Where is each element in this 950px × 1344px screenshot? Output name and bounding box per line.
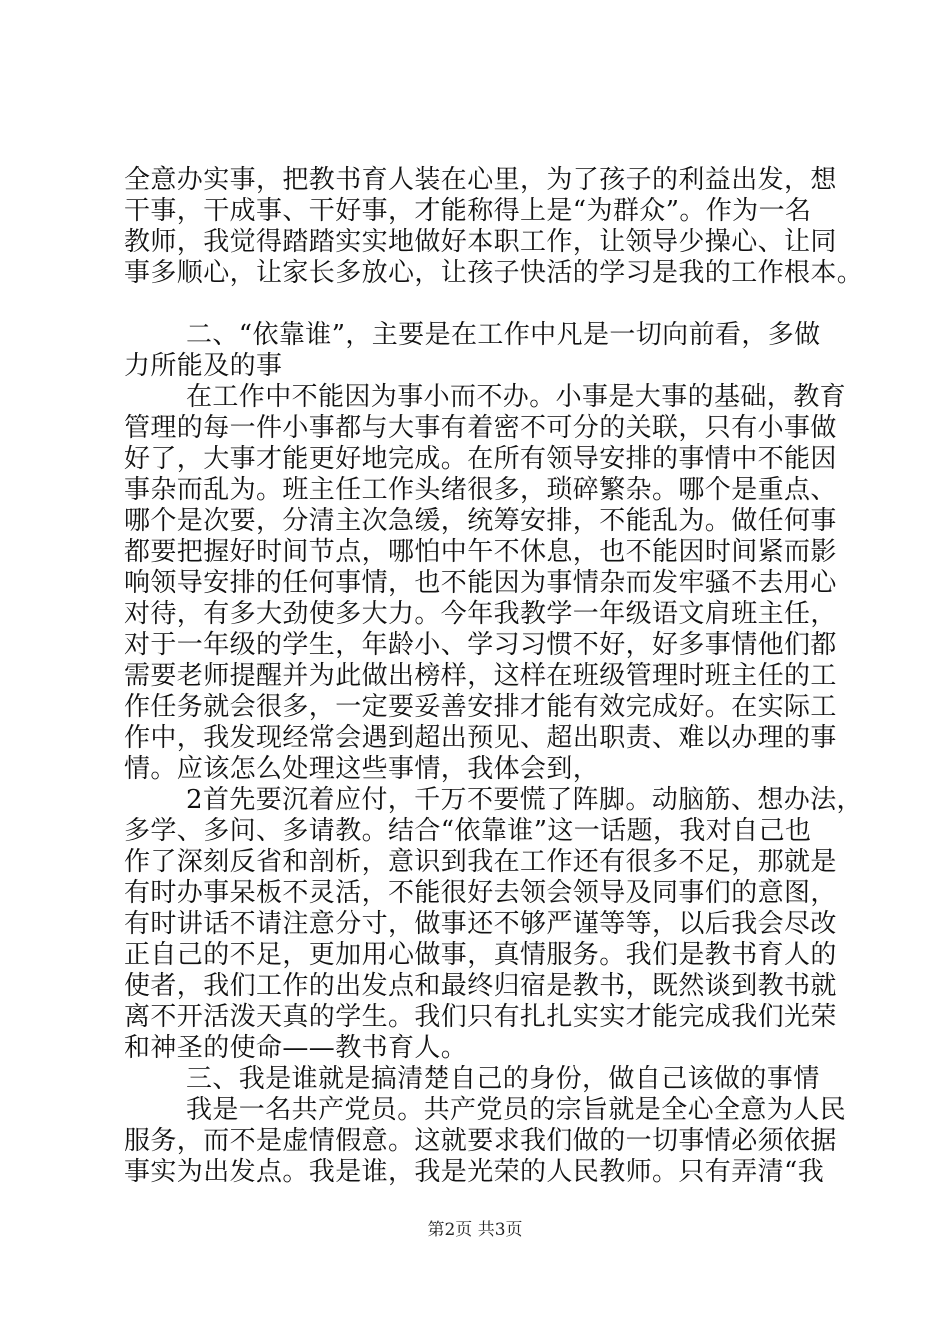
text-line: 服务，而不是虚情假意。这就要求我们做的一切事情必须依据 — [124, 1126, 837, 1156]
text-line: 情。应该怎么处理这些事情，我体会到， — [124, 754, 600, 784]
text-line: 作中，我发现经常会遇到超出预见、超出职责、难以办理的事 — [124, 723, 837, 753]
page-footer: 第2页 共3页 — [427, 1220, 523, 1240]
text-line: 离不开活泼天真的学生。我们只有扎扎实实才能完成我们光荣 — [124, 1002, 837, 1032]
text-line: 干事，干成事、干好事，才能称得上是“为群众”。作为一名 — [124, 196, 812, 226]
text-line: 事实为出发点。我是谁，我是光荣的人民教师。只有弄清“我 — [124, 1157, 825, 1187]
text-line: 需要老师提醒并为此做出榜样，这样在班级管理时班主任的工 — [124, 661, 837, 691]
blank-line — [124, 289, 844, 320]
text-line: 和神圣的使命——教书育人。 — [124, 1033, 468, 1063]
text-line: 响领导安排的任何事情，也不能因为事情杂而发牢骚不去用心 — [124, 568, 837, 598]
paragraph-first-line: 我是一名共产党员。共产党员的宗旨就是全心全意为人民 — [186, 1095, 847, 1125]
text-line: 全意办实事，把教书育人装在心里，为了孩子的利益出发，想 — [124, 165, 837, 195]
text-line: 好了，大事才能更好地完成。在所有领导安排的事情中不能因 — [124, 444, 837, 474]
text-line: 多学、多问、多请教。结合“依靠谁”这一话题，我对自己也 — [124, 816, 812, 846]
text-line: 哪个是次要，分清主次急缓，统筹安排，不能乱为。做任何事 — [124, 506, 837, 536]
text-line: 管理的每一件小事都与大事有着密不可分的关联，只有小事做 — [124, 413, 837, 443]
text-line: 作了深刻反省和剖析，意识到我在工作还有很多不足，那就是 — [124, 847, 837, 877]
text-line: 有时办事呆板不灵活，不能很好去领会领导及同事们的意图， — [124, 878, 837, 908]
text-line: 对待，有多大劲使多大力。今年我教学一年级语文肩班主任， — [124, 599, 837, 629]
document-body — [124, 165, 864, 1188]
text-line: 作任务就会很多，一定要妥善安排才能有效完成好。在实际工 — [124, 692, 837, 722]
paragraph-first-line: 三、我是谁就是搞清楚自己的身份，做自己该做的事情 — [186, 1064, 820, 1094]
text-line: 事杂而乱为。班主任工作头绪很多，琐碎繁杂。哪个是重点、 — [124, 475, 837, 505]
text-line: 都要把握好时间节点，哪怕中午不休息，也不能因时间紧而影 — [124, 537, 837, 567]
text-line: 正自己的不足，更加用心做事，真情服务。我们是教书育人的 — [124, 940, 837, 970]
text-line: 事多顺心，让家长多放心，让孩子快活的学习是我的工作根本。 — [124, 258, 864, 288]
text-line: 对于一年级的学生，年龄小、学习习惯不好，好多事情他们都 — [124, 630, 837, 660]
text-line: 力所能及的事 — [124, 351, 283, 381]
text-line: 有时讲话不请注意分寸，做事还不够严谨等等，以后我会尽改 — [124, 909, 837, 939]
paragraph-first-line: 二、“依靠谁”，主要是在工作中凡是一切向前看，多做 — [186, 320, 821, 350]
text-line: 教师，我觉得踏踏实实地做好本职工作，让领导少操心、让同 — [124, 227, 837, 257]
paragraph-first-line: 2首先要沉着应付，千万不要慌了阵脚。动脑筋、想办法， — [186, 785, 863, 815]
paragraph-first-line: 在工作中不能因为事小而不办。小事是大事的基础，教育 — [186, 382, 847, 412]
text-line: 使者，我们工作的出发点和最终归宿是教书，既然谈到教书就 — [124, 971, 837, 1001]
